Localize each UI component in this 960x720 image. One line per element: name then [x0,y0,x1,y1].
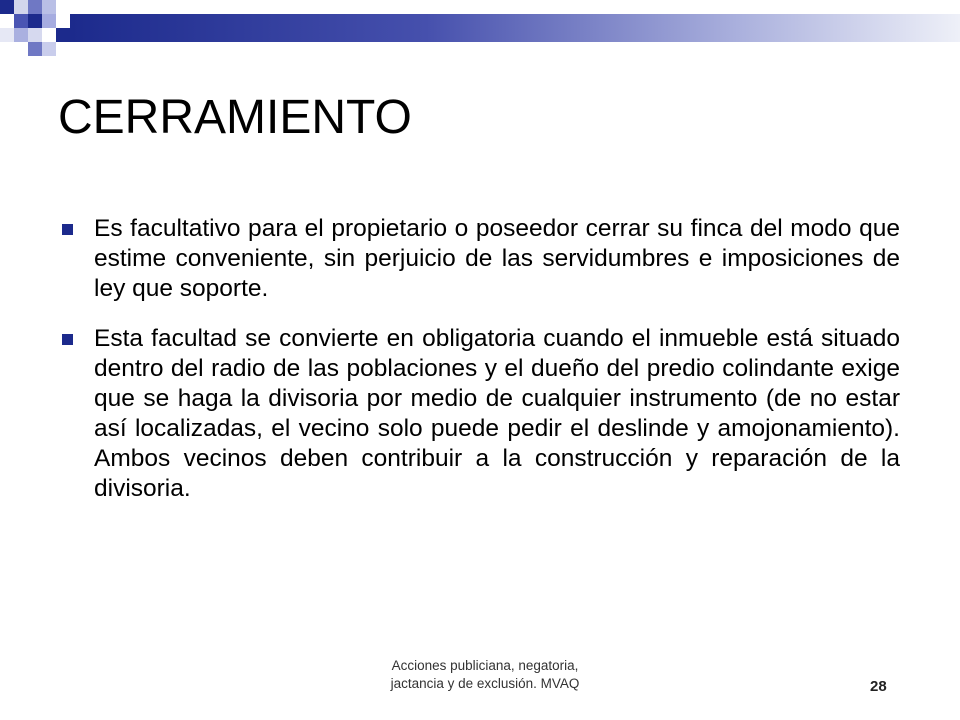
bullet-list [60,214,900,524]
decor-square [28,42,42,56]
footer-line: jactancia y de exclusión. MVAQ [390,676,580,691]
square-bullet-icon [62,334,73,345]
slide-footer [340,657,630,693]
page-number: 28 [870,678,887,695]
bullet-item [60,324,900,504]
decor-square [42,14,56,28]
square-bullet-icon [62,224,73,235]
footer-line: Acciones publiciana, negatoria, [391,658,579,673]
decor-square [28,0,42,14]
decor-square [56,28,70,42]
decor-square [0,0,14,14]
slide-title: CERRAMIENTO [58,91,412,144]
bullet-item [60,214,900,304]
header-gradient-bar [70,14,960,42]
decor-square [0,28,14,42]
decor-square [42,0,56,14]
decor-square [14,14,28,28]
decor-square [14,28,28,42]
bullet-text: Esta facultad se convierte en obligatoria cuando el inmueble está situado dentro del radio de las poblaciones y el dueño del predio colindante exige que se haga la divisoria por medio de cualquier instrumento (de no estar así localizadas, el vecino solo puede pedir el deslinde y amojonamiento). Ambos vecinos deben contribuir a la construcción y reparación de la divisoria. [94,325,900,502]
decor-square [28,28,42,42]
decor-square [42,42,56,56]
bullet-text: Es facultativo para el propietario o poseedor cerrar su finca del modo que estime conveniente, sin perjuicio de las servidumbres e imposiciones de ley que soporte. [94,215,900,302]
decor-square [14,0,28,14]
decor-square [28,14,42,28]
